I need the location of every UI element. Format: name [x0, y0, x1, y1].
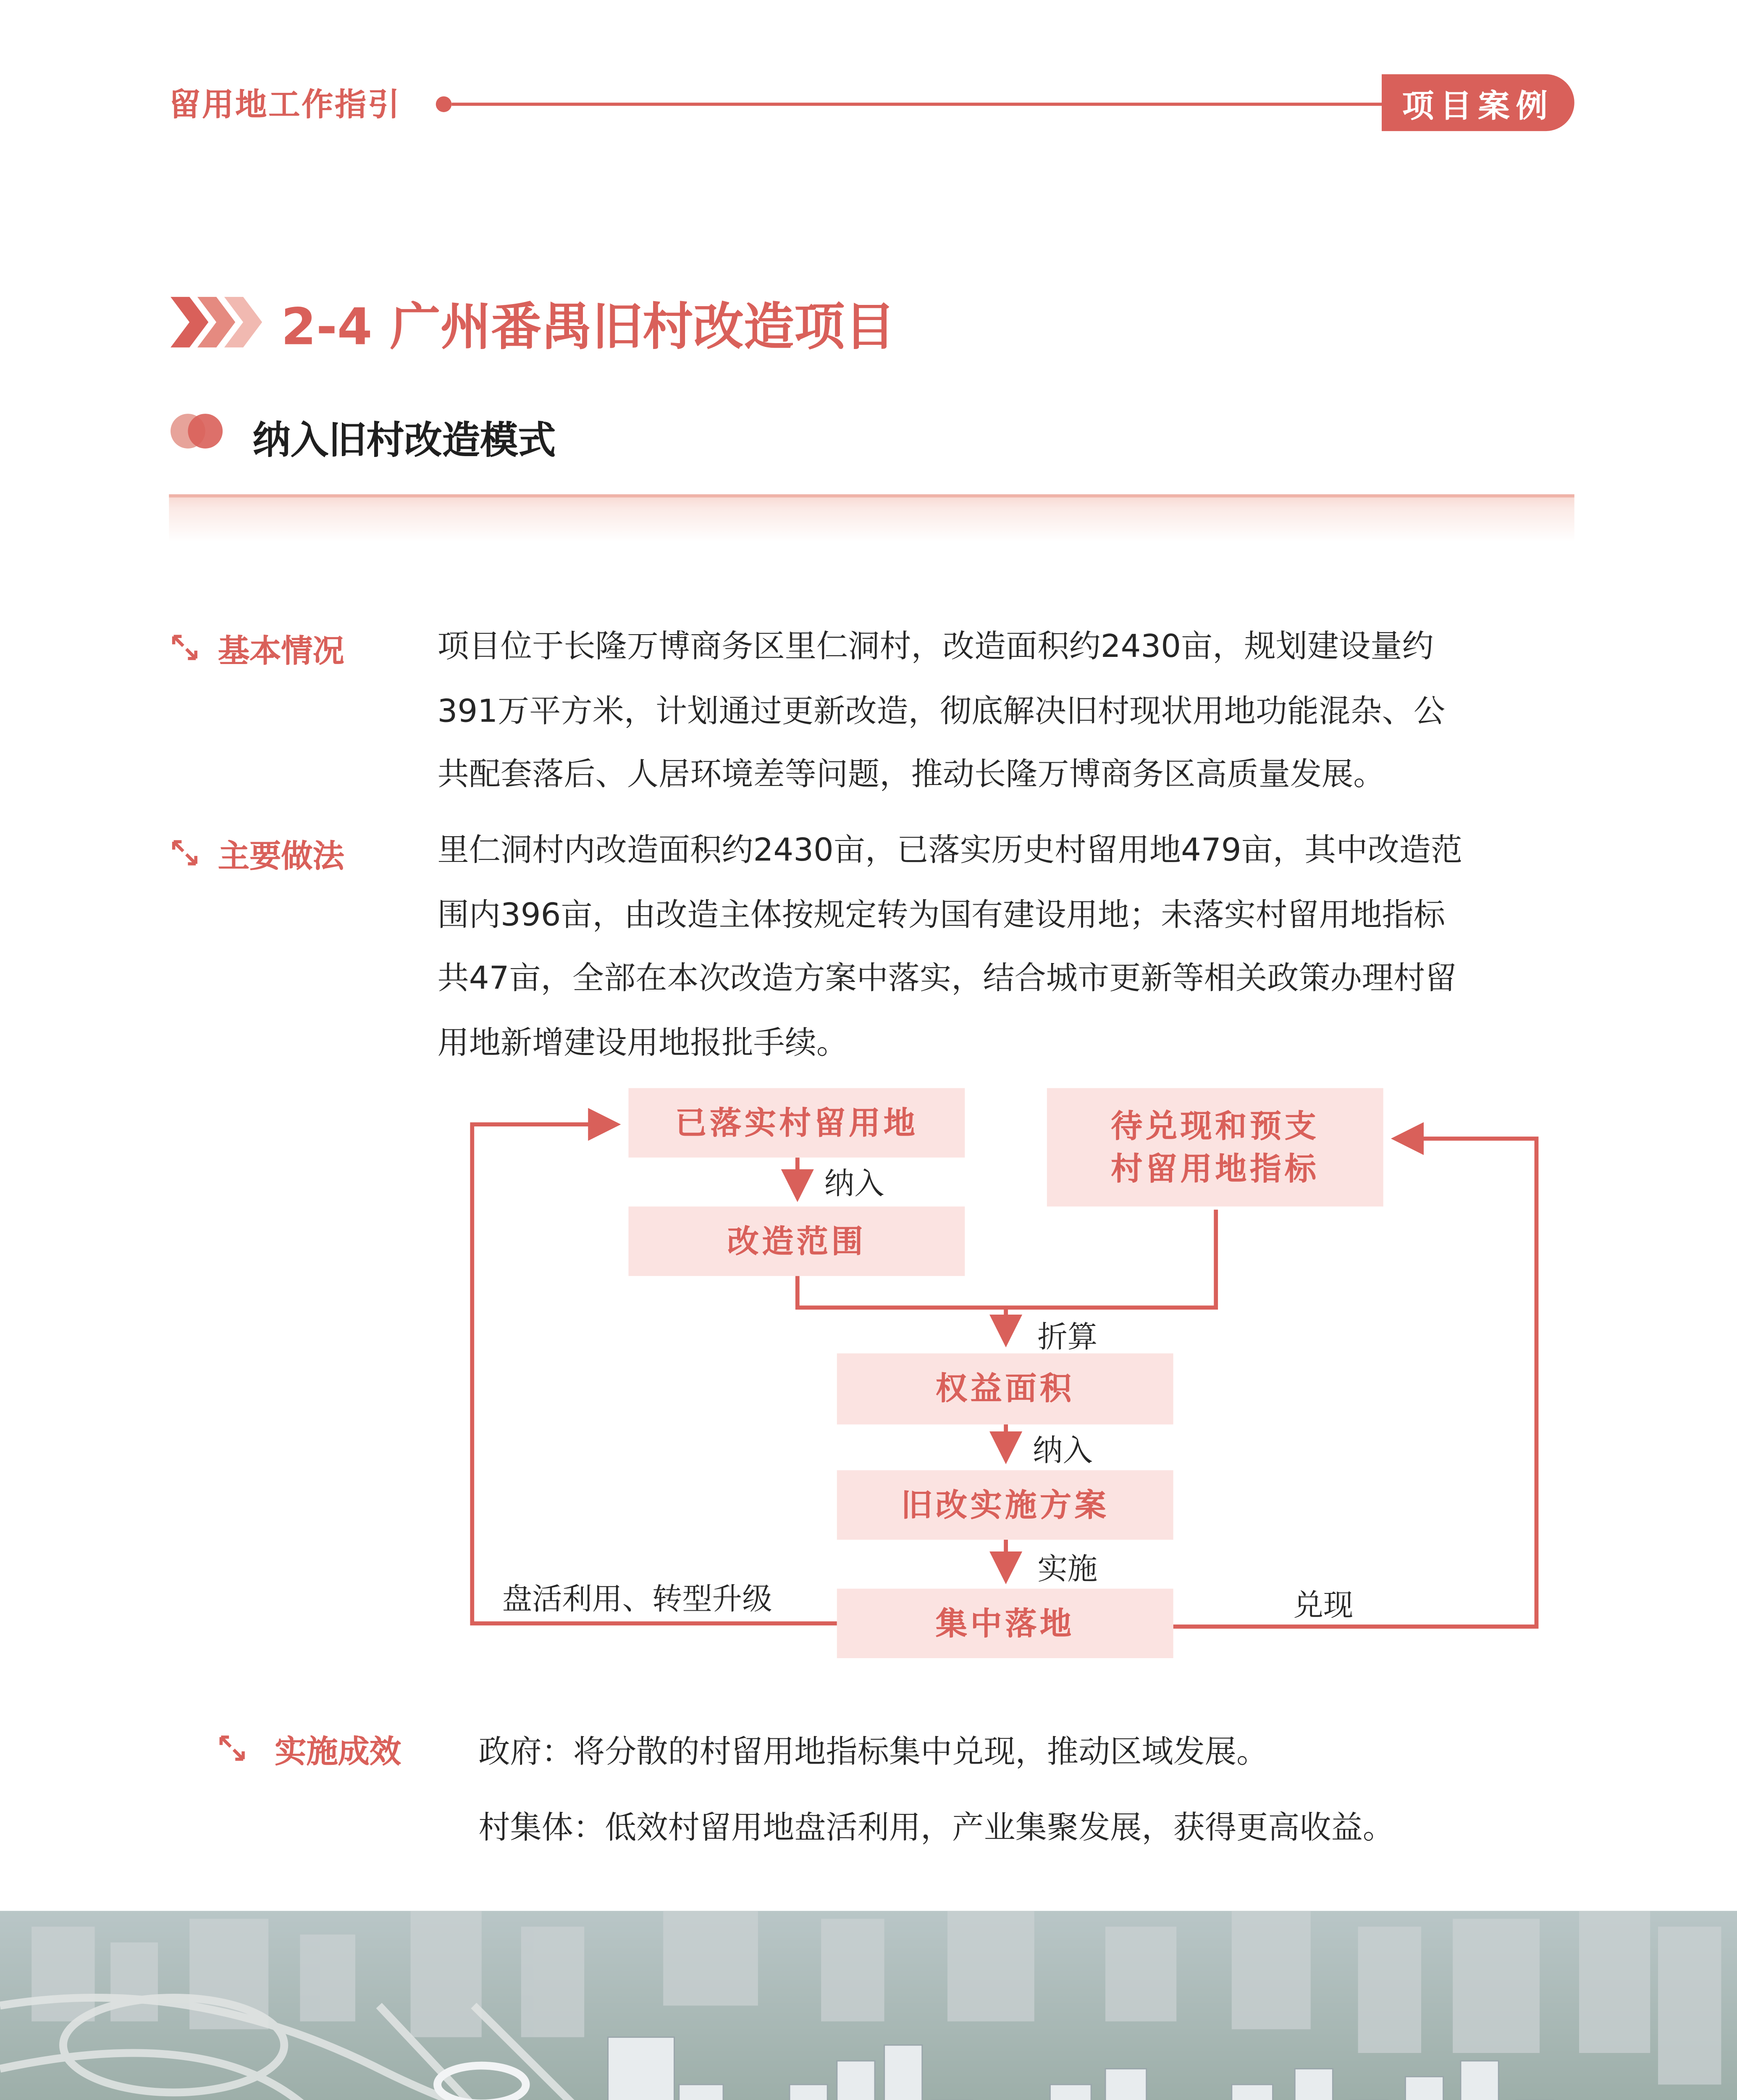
label-include-2: 纳入	[1033, 1434, 1093, 1469]
label-implement: 实施	[1037, 1552, 1098, 1587]
box-pending-indicators	[1047, 1088, 1383, 1207]
box-implementation-plan: 旧改实施方案	[837, 1470, 1173, 1540]
subsection-title: 纳入旧村改造模式	[252, 418, 556, 463]
box-renewal-scope: 改造范围	[628, 1207, 965, 1276]
method-label: 主要做法	[218, 837, 344, 875]
method-line-2: 围内396亩，由改造主体按规定转为国有建设用地；未落实村留用地指标	[437, 895, 1446, 933]
diagonal-arrows-icon	[216, 1732, 248, 1764]
results-line-1: 政府：将分散的村留用地指标集中兑现，推动区域发展。	[478, 1732, 1268, 1770]
label-redeem: 兑现	[1293, 1588, 1354, 1624]
section-title: 2-4 广州番禺旧村改造项目	[281, 297, 895, 357]
basic-line-2: 391万平方米，计划通过更新改造，彻底解决旧村现状用地功能混杂、公	[437, 691, 1446, 729]
method-line-3: 共47亩，全部在本次改造方案中落实，结合城市更新等相关政策办理村留	[437, 958, 1457, 997]
basic-label: 基本情况	[218, 632, 344, 670]
box-centralized-landing: 集中落地	[837, 1589, 1173, 1658]
box-rights-area: 权益面积	[837, 1353, 1173, 1424]
box-pending-line-1: 待兑现和预支	[1111, 1106, 1320, 1144]
method-line-4: 用地新增建设用地报批手续。	[437, 1022, 848, 1060]
box-existing-land: 已落实村留用地	[628, 1088, 965, 1158]
label-revitalize: 盘活利用、转型升级	[502, 1582, 772, 1617]
results-line-2: 村集体：低效村留用地盘活利用，产业集聚发展，获得更高收益。	[478, 1808, 1395, 1846]
basic-line-3: 共配套落后、人居环境差等问题，推动长隆万博商务区高质量发展。	[437, 755, 1385, 793]
label-convert: 折算	[1037, 1320, 1098, 1355]
header-title: 留用地工作指引	[169, 85, 401, 123]
basic-line-1: 项目位于长隆万博商务区里仁洞村，改造面积约2430亩，规划建设量约	[437, 627, 1434, 665]
label-include-1: 纳入	[824, 1167, 884, 1202]
results-label: 实施成效	[275, 1732, 401, 1770]
aerial-city-photo	[0, 1911, 1737, 2100]
method-line-1: 里仁洞村内改造面积约2430亩，已落实历史村留用地479亩，其中改造范	[437, 830, 1463, 869]
header-badge: 项目案例	[1382, 74, 1574, 131]
box-pending-line-2: 村留用地指标	[1111, 1149, 1320, 1187]
